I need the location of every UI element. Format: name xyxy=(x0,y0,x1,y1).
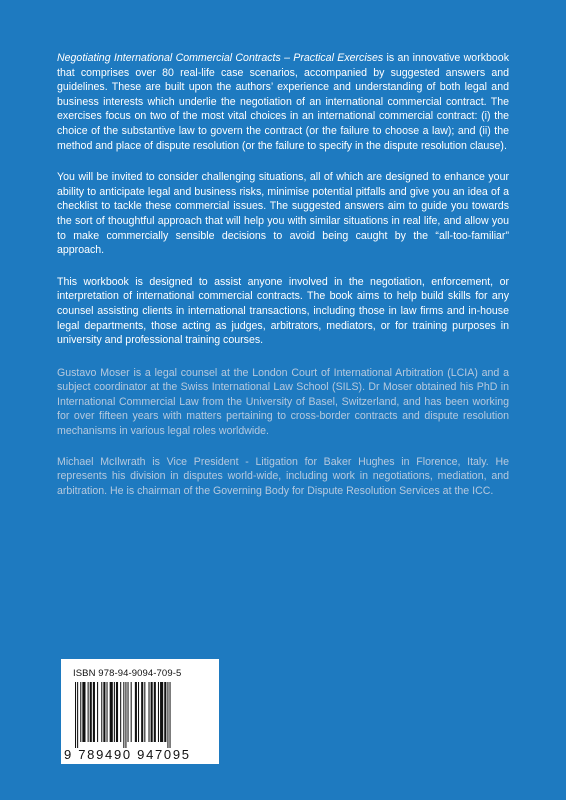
barcode-bar xyxy=(138,682,139,742)
barcode-icon xyxy=(75,682,207,748)
barcode-bar xyxy=(151,682,153,742)
barcode-bar xyxy=(101,682,102,742)
barcode-bar xyxy=(125,682,126,748)
author-bio-mcilwrath: Michael McIlwrath is Vice President - Litigation for Baker Hughes in Florence, Italy. He represents his division in disputes world-wide, including work in negotiations, mediation, and arbitration. He is chairman of the Governing Body for Dispute Resolution Services at the ICC. xyxy=(57,455,509,497)
isbn-label: ISBN 978-94-9094-709-5 xyxy=(73,668,182,679)
barcode-bar xyxy=(120,682,121,742)
barcode-bar xyxy=(144,682,145,742)
barcode-bar xyxy=(110,682,113,742)
barcode-bar xyxy=(164,682,166,742)
barcode-bar xyxy=(88,682,89,742)
barcode-bar xyxy=(93,682,95,742)
barcode-bar xyxy=(141,682,143,742)
barcode-bar xyxy=(114,682,115,742)
blurb-intro-text: is an innovative workbook that comprises over 80 real-life case scenarios, accompanied by suggested answers and guidelines. These are built upon the authors’ experience and understanding of both legal and business interests which underlie the negotiation of an international commercial contract. The exercises focus on two of the most vital choices in an international commercial contract: (i) the choice of the substantive law to govern the contract (or the failure to choose a law); and (ii) the method and place of dispute resolution (or the failure to specify in the dispute resolution clause). xyxy=(57,52,509,152)
barcode-bar xyxy=(170,682,171,748)
barcode-bar xyxy=(123,682,124,748)
blurb-paragraph-exercises: You will be invited to consider challenging situations, all of which are designed to enhance your ability to anticipate legal and business risks, minimise potential pitfalls and give you an idea of a checklist to tackle these commercial issues. The suggested answers aim to guide you towards the sort of thoughtful approach that will help you with similar situations in real life, and allow you to make commercially sensible decisions to avoid being caught by the “all-too-familiar” approach. xyxy=(57,171,509,257)
barcode-bar xyxy=(154,682,156,742)
barcode-bar xyxy=(158,682,159,742)
barcode-bar xyxy=(77,682,78,748)
barcode-bar xyxy=(149,682,150,742)
blurb-paragraph-audience: This workbook is designed to assist anyone involved in the negotiation, enforcement, or interpretation of international commercial contracts. The book aims to help build skills for any counsel assisting clients in international transactions, including those in law firms and in-house legal departments, those acting as judges, arbitrators, mediators, or for training purposes in university and professional training courses. xyxy=(57,275,509,347)
barcode-bar xyxy=(97,682,98,742)
barcode-bar xyxy=(135,682,137,742)
barcode-bar xyxy=(103,682,105,742)
author-bio-moser: Gustavo Moser is a legal counsel at the London Court of International Arbitration (LCIA) and a subject coordinator at the Swiss International Law School (SILS). Dr Moser obtained his PhD in International Commercial Law from the University of Basel, Switzerland, and has been working for over fifteen years with matters pertaining to cross-border contracts and dispute resolution mechanisms in various legal roles worldwide. xyxy=(57,366,509,438)
barcode-bar xyxy=(82,682,85,742)
barcode-bar xyxy=(75,682,76,748)
barcode-bar xyxy=(128,682,129,742)
blurb-paragraph-intro xyxy=(57,51,509,153)
barcode-bar xyxy=(90,682,92,742)
barcode-digits: 9 789490 947095 xyxy=(64,747,191,762)
blurb-text-block xyxy=(57,51,509,514)
book-title-italic: Negotiating International Commercial Contracts – Practical Exercises xyxy=(57,52,384,64)
barcode-bar xyxy=(131,682,132,742)
barcode-bar xyxy=(167,682,168,748)
barcode-bar xyxy=(160,682,163,742)
barcode-bar xyxy=(116,682,118,742)
barcode-bar xyxy=(107,682,108,742)
barcode-bar xyxy=(80,682,81,742)
